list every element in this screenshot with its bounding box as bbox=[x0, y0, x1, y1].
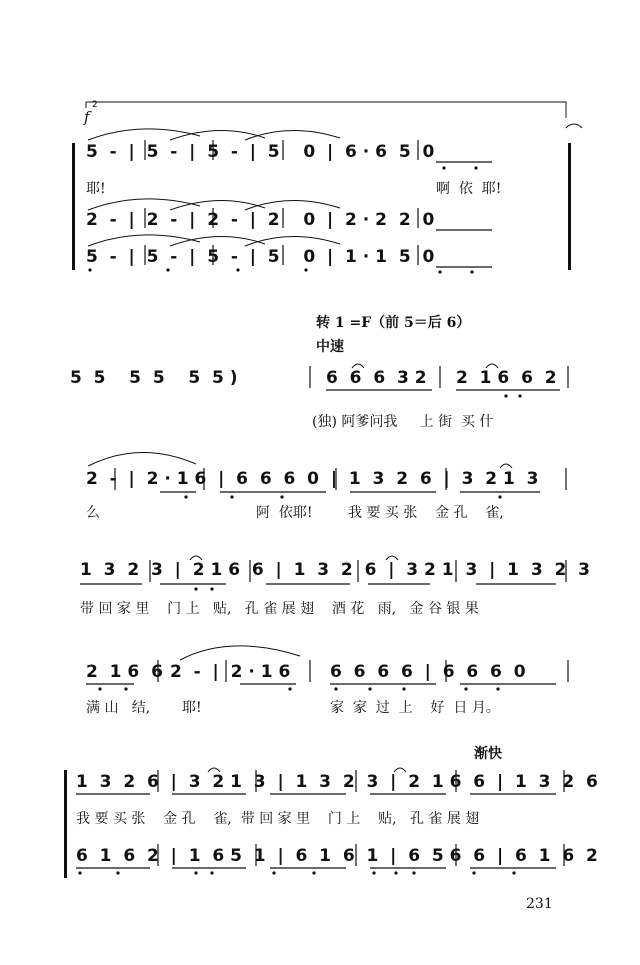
system5-notes-b: 2 - | 2 · 1 6 bbox=[170, 662, 291, 682]
voice1-lyrics-right: 啊 依 耶! bbox=[436, 181, 502, 197]
system5-lyrics-a: 满 山 结, bbox=[86, 700, 151, 716]
voice3-notes: 5 - | 5 - | 5 - | 5 0 | 1 · 1 5 0 bbox=[86, 247, 435, 267]
key-change-label: 转 1 =F（前 5＝后 6） bbox=[316, 315, 471, 331]
system6-voice1-notes: 1 3 2 6 | 3 2 1 3 | 1 3 2 3 | 2 1 6 6 | 1 3 2 6 bbox=[76, 772, 598, 792]
system6-lyrics: 我 要 买 张 金 孔 雀, 带 回 家 里 门 上 贴, 孔 雀 展 翅 bbox=[76, 811, 480, 827]
voice2-notes: 2 - | 2 - | 2 - | 2 0 | 2 · 2 2 0 bbox=[86, 210, 435, 230]
system5-notes-c: 6 6 6 6 | 6 6 6 0 bbox=[330, 662, 526, 682]
page-number: 231 bbox=[526, 896, 553, 912]
system3-lyrics-c: 我 要 买 张 金 孔 雀, bbox=[348, 505, 504, 521]
system5-lyrics-b: 耶! bbox=[182, 700, 202, 716]
measure-notes-2: 2 1 6 6 2 bbox=[456, 368, 557, 388]
intro-notes: 5 5 5 5 5 5 ) bbox=[70, 368, 238, 388]
voice1-notes: 5 - | 5 - | 5 - | 5 0 | 6 · 6 5 0 bbox=[86, 142, 435, 162]
system3-lyrics-a: 么 bbox=[86, 505, 100, 521]
system5-notes-a: 2 1 6 6 bbox=[86, 662, 163, 682]
system3-notes: 2 - | 2 · 1 6 | 6 6 6 0 | 1 3 2 6 | 3 2 1 3 bbox=[86, 469, 539, 489]
dynamic-forte: f bbox=[84, 108, 90, 126]
system5-lyrics-c: 家 家 过 上 好 日 月。 bbox=[330, 700, 500, 716]
system3-lyrics-b: 阿 依耶! bbox=[256, 505, 313, 521]
voice1-lyrics-left: 耶! bbox=[86, 181, 106, 197]
system6-voice2-notes: 6 1 6 2 | 1 6 5 1 | 6 1 6 1 | 6 5 6 6 | 6 1 6 2 bbox=[76, 846, 598, 866]
dynamic-superscript: 2 bbox=[92, 100, 98, 110]
system2-lyrics: (独) 阿爹问我 上 街 买 什 bbox=[312, 414, 494, 430]
system4-notes: 1 3 2 3 | 2 1 6 6 | 1 3 2 6 | 3 2 1 3 | 1 3 2 3 bbox=[80, 560, 590, 580]
tempo-label-accelerando: 渐快 bbox=[474, 746, 502, 762]
system4-lyrics: 带 回 家 里 门 上 贴, 孔 雀 展 翅 酒 花 雨, 金 谷 银 果 bbox=[80, 601, 479, 617]
measure-notes-1: 6 6 6 3 2 bbox=[326, 368, 427, 388]
tempo-label-moderato: 中速 bbox=[316, 339, 344, 355]
